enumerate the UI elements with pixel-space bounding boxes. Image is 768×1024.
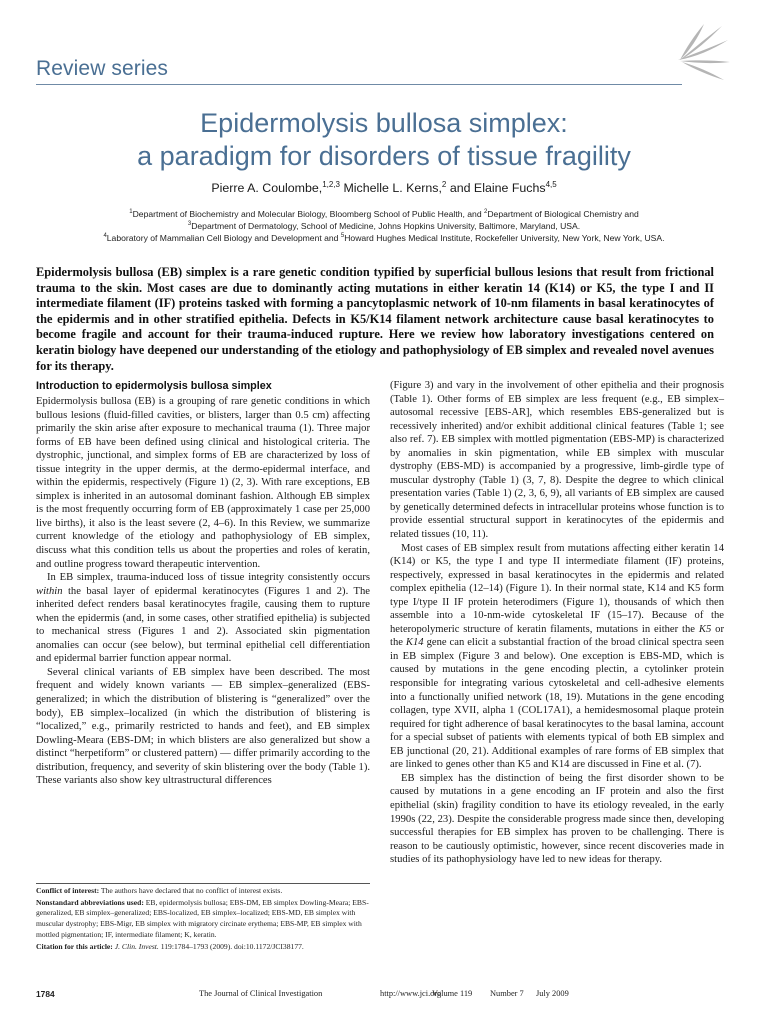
body-paragraph: Several clinical variants of EB simplex have been described. The most frequent and widely known variants — EB simplex–generalized (EBS-generalized; in which the distribution of blistering is “generalized” over the body), EB simplex–localized (in which the distribution of blistering is “localized,” e.g., primarily restricted to hands and feet), and EB simplex Dowling-Meara (EBS-DM; in which blisters are also generalized but show a distinct “herpetiform” or clustered pattern) — differ primarily according to the distribution, frequency, and severity of skin blistering over the body (Table 1). These variants also show key ultrastructural differences	[36, 666, 370, 787]
body-column-left	[36, 379, 370, 788]
author-name: Pierre A. Coulombe,	[211, 181, 323, 196]
series-label: Review series	[36, 57, 169, 80]
article-title-line-1: Epidermolysis bullosa simplex:	[200, 108, 568, 138]
affiliation-text: Department of Biochemistry and Molecular Biology, Bloomberg School of Public Health, and	[132, 208, 484, 219]
citation-note	[36, 942, 370, 953]
footnotes	[36, 886, 370, 953]
body-paragraph	[36, 571, 370, 666]
journal-name: The Journal of Clinical Investigation	[199, 989, 323, 998]
body-text: In EB simplex, trauma-induced loss of tissue integrity consistently occurs	[47, 572, 370, 584]
volume-label: Volume 119	[432, 989, 473, 998]
affiliation-marker: 2	[484, 209, 488, 215]
affiliation-line-3	[0, 231, 768, 244]
author-name: Michelle L. Kerns,	[340, 181, 442, 196]
journal-url[interactable]: http://www.jci.org	[380, 989, 442, 998]
issue-date: July 2009	[536, 989, 569, 998]
emphasis-text: within	[36, 585, 63, 597]
conflict-of-interest-note	[36, 886, 370, 897]
affiliation-text: Department of Biological Chemistry and	[487, 208, 639, 219]
abstract: Epidermolysis bullosa (EB) simplex is a rare genetic condition typified by superficial bullous lesions that result from frictional trauma to the skin. Most cases are due to dominantly acting mutations in either keratin 14 (K14) or K5, the type I and II intermediate filament (IF) proteins tasked with forming a pancytoplasmic network of 10-nm filaments in basal keratinocytes of the epidermis and in other stratified epithelia. Defects in K5/K14 filament network architecture cause basal keratinocytes to become fragile and account for their trauma-induced rupture. Here we review how laboratory investigations centered on keratin biology have deepened our understanding of the etiology and pathophysiology of EB simplex and revealed novel avenues for its therapy.	[36, 265, 714, 373]
body-paragraph: (Figure 3) and vary in the involvement of other epithelia and their prognosis (Table 1). Other forms of EB simplex are less frequent (e.g., EB simplex–autosomal recessive [EBS-AR], which resembles EBS-generalized but is recessively inherited) and/or exhibit additional clinical features (Table 1; see also ref. 7). EB simplex with mottled pigmentation (EBS-MP) is characterized by anomalies in skin pigmentation, while EB simplex with muscular dystrophy (EBS-MD) is accompanied by a progressive, limb-girdle type of muscular dystrophy (Table 1) (3, 7, 8). Despite the degree to which clinical presentation varies (Table 1) (2, 3, 6, 9), all variants of EB simplex are caused by genetically determined defects in intracellular proteins whose function is to provide essential structural support in keratinocytes of the epidermis and related tissues (10, 11).	[390, 380, 724, 541]
citation-journal: J. Clin. Invest.	[112, 941, 159, 951]
affiliation-marker: 1	[129, 209, 133, 215]
journal-logo-icon	[668, 20, 732, 84]
article-title-line-2: a paradigm for disorders of tissue fragility	[137, 141, 631, 171]
footnote-label: Citation for this article:	[36, 941, 113, 951]
author-affiliation-marker: 4,5	[545, 180, 557, 189]
body-column-right	[390, 379, 724, 867]
emphasis-text: K5	[698, 623, 712, 635]
author-list	[0, 180, 768, 195]
author-affiliation-marker: 2	[441, 180, 447, 189]
body-text: gene can elicit a substantial fraction of the broad clinical spectra seen in EB simplex (Figure 3 and below). One exception is EBS-MD, which is caused by mutations in the gene encoding plectin, a cytolinker protein responsible for integrating various cytoskeletal and cell-adhesive elements into a functionally unified network (18, 19). Mutations in the gene encoding collagen, type XVII, alpha 1 (COL17A1), a hemidesmosomal plaque protein required for tight adherence of basal keratinocytes to the basal lamina, account for a special subset of patients with elements typical of both EB simplex and EB junctional (20, 21). Additional examples of rare forms of EB simplex that are linked to genes other than K5 and K14 are discussed in Fine et al. (7).	[390, 637, 724, 771]
header-divider	[36, 84, 682, 85]
abbreviations-note	[36, 898, 370, 941]
footnote-label: Conflict of interest:	[36, 886, 100, 895]
page-number: 1784	[36, 989, 55, 999]
footnote-text: EB, epidermolysis bullosa; EBS-DM, EB simplex Dowling-Meara; EBS-generalized, EB simplex–generalized; EBS-localized, EB simplex–localized; EBS-MD, EB simplex with muscular dystrophy; EBS-Migr, EB simplex with migratory circinate erythema; EBS-MP, EB simplex with mottled pigmentation; IF, intermediate filament; K, keratin.	[36, 897, 369, 939]
author-name: and Elaine Fuchs	[446, 181, 546, 196]
affiliation-text: Howard Hughes Medical Institute, Rockefeller University, New York, New York, USA.	[344, 232, 665, 243]
page-footer	[36, 989, 714, 1003]
footnote-text: 119:1784–1793 (2009). doi:10.1172/JCI38177.	[158, 941, 304, 951]
body-paragraph: Epidermolysis bullosa (EB) is a grouping of rare genetic conditions in which bullous lesions (fluid-filled cavities, or blisters, larger than 0.5 cm) affecting primarily the skin arise after exposure to mechanical trauma (1). Three major forms of EB have been defined using clinical and histological criteria. The dystrophic, junctional, and simplex forms of EB are characterized by loss of tissue integrity in the upper dermis, at the dermo-epidermal interface, and within the epidermis, respectively (Figure 1) (2, 3). With rare exceptions, EB simplex is inherited in an autosomal dominant fashion. Although EB simplex is the most frequently occurring form of EB (approximately 1 case per 25,000 live births), it also is the least severe (2, 4–6). In this Review, we summarize current knowledge of the etiology and pathophysiology of EB simplex, discuss what this condition tells us about the properties and roles of keratin, and outline progress toward therapeutic intervention.	[36, 396, 370, 570]
body-text: Most cases of EB simplex result from mutations affecting either keratin 14 (K14) or K5, the type I and type II intermediate filament (IF) proteins, respectively, expressed in basal keratinocytes in the epidermis and related complex epithelia (12–14) (Figure 1). In their normal state, K14 and K5 form type I/type II IF protein heterodimers (Figure 1), thousands of which then assemble into a 10-nm-wide cytoskeletal IF (15–17). Because of the heteropolymeric structure of keratin filaments, mutations in either the	[390, 542, 724, 635]
emphasis-text: K14	[405, 637, 424, 649]
footnote-label: Nonstandard abbreviations used:	[36, 897, 144, 907]
affiliation-text: Department of Dermatology, School of Medicine, Johns Hopkins University, Baltimore, Maryland, USA.	[191, 220, 581, 231]
body-text: the basal layer of epidermal keratinocytes (Figures 1 and 2). The inherited defect renders basal keratinocytes fragile, causing them to rupture when the epidermis (and, in some cases, other stratified epithelia) is subjected to mechanical stress (Figures 1 and 2). Associated skin pigmentation anomalies can occur (see below), but terminal epithelial cell differentiation and epidermal barrier function appear normal.	[36, 585, 370, 665]
section-heading: Introduction to epidermolysis bullosa simplex	[36, 380, 272, 392]
body-text: or the	[390, 623, 724, 649]
affiliation-marker: 5	[340, 233, 345, 239]
footnote-text: The authors have declared that no conflict of interest exists.	[99, 886, 283, 895]
issue-number: Number 7	[490, 989, 524, 998]
affiliation-marker: 3	[187, 221, 192, 227]
author-affiliation-marker: 1,2,3	[322, 180, 340, 189]
body-paragraph: EB simplex has the distinction of being the first disorder shown to be caused by mutations in a gene encoding an IF protein and also the first epithelial (skin) fragility condition to have its etiology revealed, in the early 1990s (22, 23). Despite the considerable progress made since then, developing successful therapies for EB simplex has proven to be challenging. There is reason to be cautiously optimistic, however, since recent discoveries made in studies of its pathophysiology have led to new ideas for therapy.	[390, 772, 724, 866]
affiliation-marker: 4	[103, 233, 107, 239]
body-paragraph	[390, 542, 724, 772]
affiliation-text: Laboratory of Mammalian Cell Biology and Development and	[106, 232, 341, 243]
footnote-divider	[36, 883, 370, 884]
